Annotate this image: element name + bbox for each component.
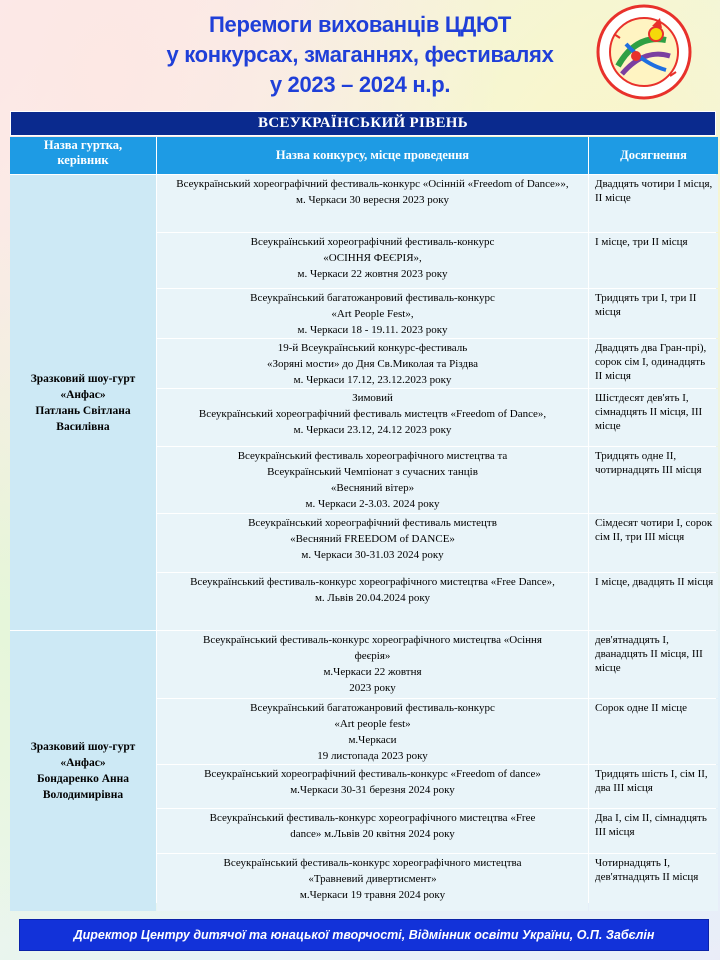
contest-cell: Всеукраїнський фестиваль-конкурс хореографічного мистецтва «Free Dance», м. Львів 20.04.2024 року <box>157 573 588 630</box>
achievement-cell: І місце, три ІІ місця <box>589 233 718 288</box>
contest-cell: Всеукраїнський хореографічний фестиваль мистецтв «Весняний FREEDOM of DANCE» м. Черкаси 30-31.03 2024 року <box>157 514 588 572</box>
achievement-cell: Двадцять два Гран-прі), сорок сім І, одинадцять ІІ місця <box>589 339 718 388</box>
title-line-2: у конкурсах, змаганнях, фестивалях <box>166 42 554 67</box>
column-header-achievement: Досягнення <box>589 137 718 174</box>
achievement-cell: Тридцять три І, три ІІ місця <box>589 289 718 338</box>
title-line-3: у 2023 – 2024 н.р. <box>269 72 451 97</box>
contest-cell: Всеукраїнський фестиваль-конкурс хореографічного мистецтва «Free dance» м.Львів 20 квітня 2024 року <box>157 809 588 853</box>
achievement-cell: Тридцять шість І, сім ІІ, два ІІІ місця <box>589 765 718 808</box>
column-header-group: Назва гуртка, керівник <box>10 137 156 174</box>
column-header-contest: Назва конкурсу, місце проведення <box>157 137 588 174</box>
contest-cell: Всеукраїнський фестиваль хореографічного мистецтва та Всеукраїнський Чемпіонат з сучасних танців «Весняний вітер» м. Черкаси 2-3.03. 2024 року <box>157 447 588 513</box>
contest-cell: Всеукраїнський багатожанровий фестиваль-конкурс «Art people fest» м.Черкаси 19 листопада 2023 року <box>157 699 588 764</box>
achievement-cell: Чотирнадцять І, дев'ятнадцять ІІ місця <box>589 854 718 911</box>
achievement-cell: Двадцять чотири І місця, ІІ місце <box>589 175 718 232</box>
achievement-cell: дев'ятнадцять І, дванадцять ІІ місця, ІІІ місце <box>589 631 718 698</box>
group-leader-cell: Зразковий шоу-гурт «Анфас» Бондаренко Анна Володимирівна <box>10 631 156 911</box>
achievement-cell: Два І, сім ІІ, сімнадцять ІІІ місця <box>589 809 718 853</box>
achievement-cell: Сімдесят чотири І, сорок сім ІІ, три ІІІ місця <box>589 514 718 572</box>
achievement-cell: Сорок одне ІІ місце <box>589 699 718 764</box>
achievement-cell: Тридцять одне ІІ, чотирнадцять ІІІ місця <box>589 447 718 513</box>
contest-cell: Всеукраїнський хореографічний фестиваль-конкурс «Осінній «Freedom of Dance»», м. Черкаси 30 вересня 2023 року <box>157 175 588 232</box>
footer-signature: Директор Центру дитячої та юнацької творчості, Відмінник освіти України, О.П. Забєлін <box>20 920 708 950</box>
achievement-cell: І місце, двадцять ІІ місця <box>589 573 718 630</box>
contest-cell: Всеукраїнський фестиваль-конкурс хореографічного мистецтва «Осіння феєрія» м.Черкаси 22 жовтня 2023 року <box>157 631 588 698</box>
level-banner: ВСЕУКРАЇНСЬКИЙ РІВЕНЬ <box>10 111 716 136</box>
contest-cell: Зимовий Всеукраїнський хореографічний фестиваль мистецтв «Freedom of Dance», м. Черкаси 23.12, 24.12 2023 року <box>157 389 588 446</box>
title-line-1: Перемоги вихованців ЦДЮТ <box>209 12 511 37</box>
achievements-table <box>10 137 716 903</box>
page-title <box>120 10 600 100</box>
achievement-cell: Шістдесят дев'ять І, сімнадцять ІІ місця, ІІІ місце <box>589 389 718 446</box>
contest-cell: Всеукраїнський хореографічний фестиваль-конкурс «ОСІННЯ ФЕЄРІЯ», м. Черкаси 22 жовтня 2023 року <box>157 233 588 288</box>
contest-cell: Всеукраїнський багатожанровий фестиваль-конкурс «Art People Fest», м. Черкаси 18 - 19.11. 2023 року <box>157 289 588 338</box>
group-leader-cell: Зразковий шоу-гурт «Анфас» Патлань Світлана Василівна <box>10 175 156 630</box>
cdut-logo-icon <box>596 4 692 100</box>
contest-cell: Всеукраїнський фестиваль-конкурс хореографічного мистецтва «Травневий дивертисмент» м.Черкаси 19 травня 2024 року <box>157 854 588 911</box>
contest-cell: Всеукраїнський хореографічний фестиваль-конкурс «Freedom of dance» м.Черкаси 30-31 березня 2024 року <box>157 765 588 808</box>
contest-cell: 19-й Всеукраїнський конкурс-фестиваль «Зоряні мости» до Дня Св.Миколая та Різдва м. Черкаси 17.12, 23.12.2023 року <box>157 339 588 388</box>
